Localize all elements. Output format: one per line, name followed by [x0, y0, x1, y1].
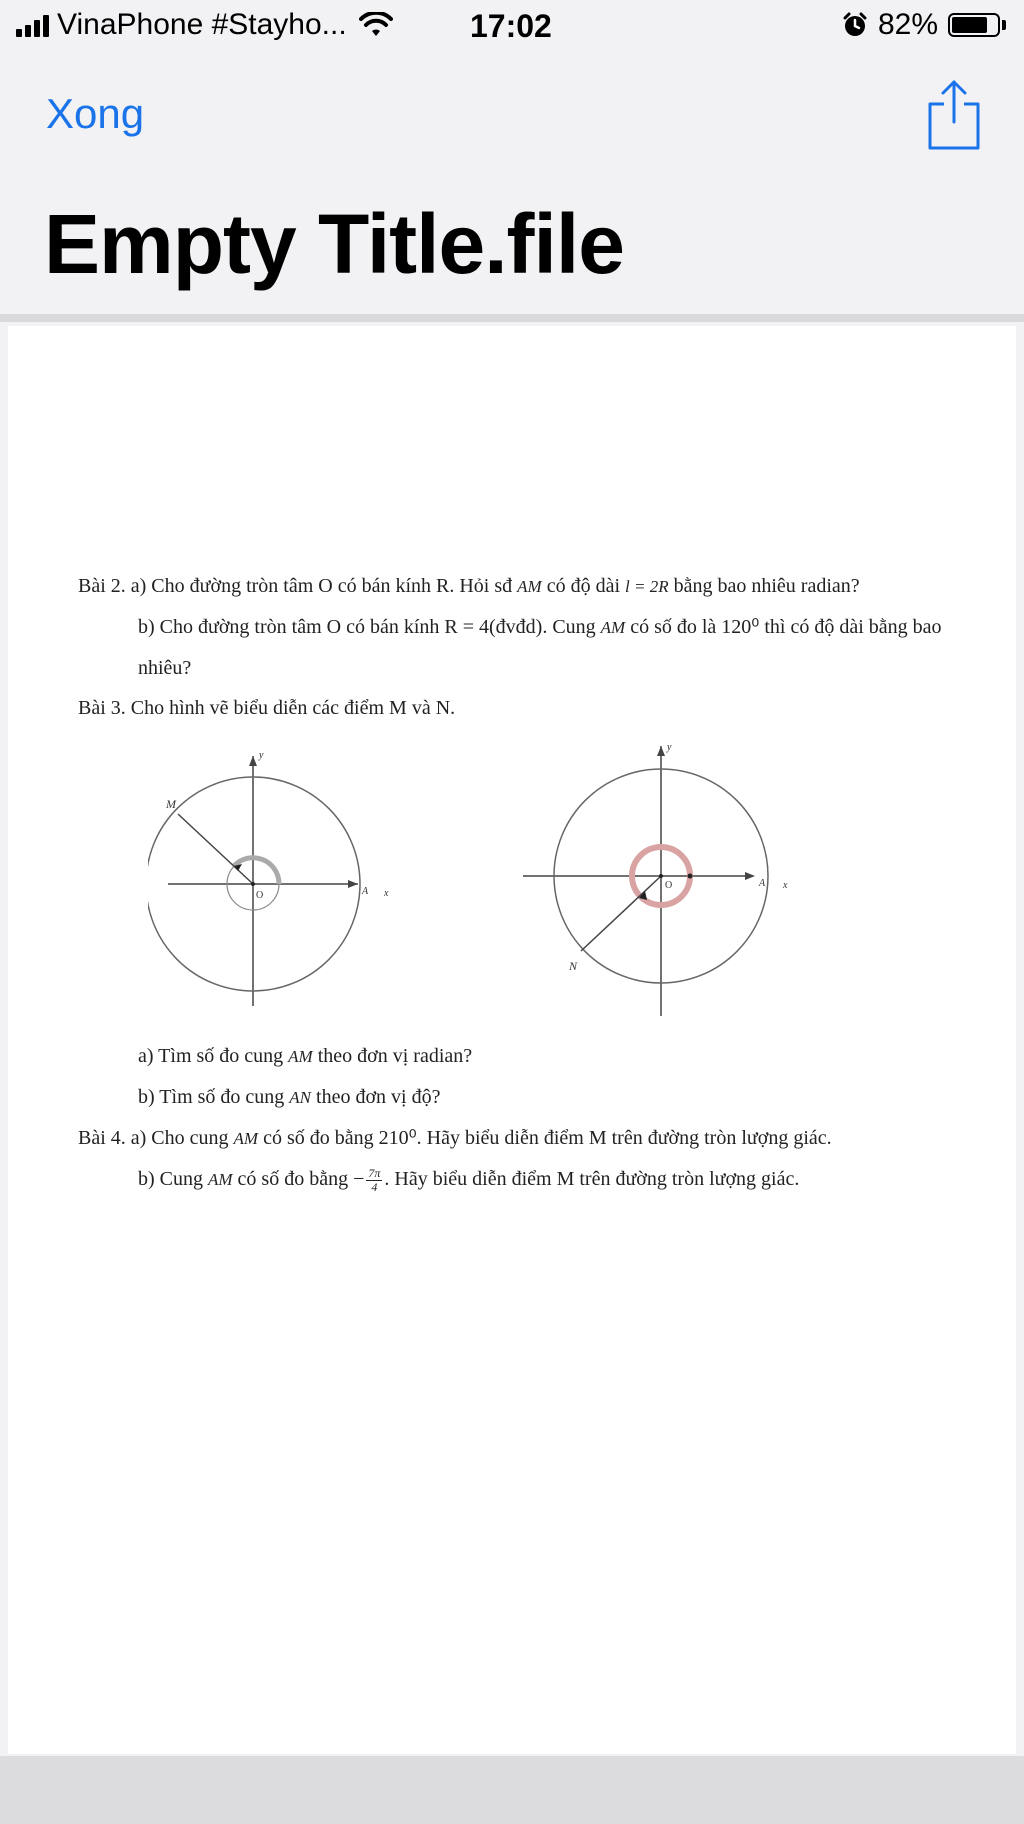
unit-circle-figure-n	[513, 736, 813, 1026]
text: theo đơn vị độ?	[316, 1086, 441, 1108]
arc-label: AN	[289, 1088, 312, 1107]
label-x: x	[783, 880, 788, 891]
header-divider	[0, 314, 1024, 322]
bai2a-paragraph	[78, 566, 958, 607]
label-m: M	[166, 797, 176, 811]
label-a: A	[362, 886, 369, 897]
arc-label: AM	[233, 1129, 259, 1148]
unit-circle-figures	[78, 736, 958, 1026]
arc-label: AM	[208, 1170, 233, 1189]
text: có số đo bằng	[263, 1127, 374, 1149]
label-n: N	[569, 959, 578, 973]
label-x: x	[384, 888, 389, 899]
bai3a-paragraph	[78, 1036, 958, 1077]
text: . Hãy biểu diễn điểm M trên đường tròn lượng giác.	[384, 1168, 800, 1190]
battery-level-fill	[952, 17, 987, 33]
document-page[interactable]	[8, 326, 1016, 1754]
formula: l = 2R	[625, 577, 669, 596]
label-o: O	[665, 880, 673, 891]
degree-value: 120⁰	[721, 616, 760, 638]
bai4a-paragraph	[78, 1118, 958, 1159]
status-bar-right	[842, 8, 1006, 42]
text: b) Tìm số đo cung	[138, 1086, 285, 1108]
text: thì có độ dài bằng bao nhiêu?	[138, 616, 942, 679]
bottom-toolbar	[0, 1756, 1024, 1824]
text: có độ dài	[546, 575, 621, 597]
text: . Hãy biểu diễn điểm M trên đường tròn lượng giác.	[416, 1127, 832, 1149]
status-time: 17:02	[470, 8, 552, 44]
unit-circle-figure-m	[148, 736, 408, 1026]
text: b) Cung	[138, 1168, 203, 1190]
page-title: Empty Title.file	[44, 197, 624, 291]
label-y: y	[259, 750, 264, 761]
battery-cap	[1002, 20, 1006, 30]
fraction-denominator: 4	[371, 1179, 378, 1194]
label-a: A	[759, 878, 766, 889]
wifi-icon	[359, 12, 393, 38]
fraction-numerator: 7π	[368, 1165, 381, 1180]
alarm-icon	[842, 12, 868, 38]
battery-icon	[948, 13, 1000, 37]
text: b) Cho đường tròn tâm O có bán kính R = 4(đvđd). Cung	[138, 616, 596, 638]
bai3b-paragraph	[78, 1077, 958, 1118]
status-bar	[0, 0, 1024, 58]
text: theo đơn vị radian?	[317, 1045, 473, 1067]
text: có số đo là	[630, 616, 717, 638]
text: bằng bao nhiêu radian?	[673, 575, 860, 597]
bai3-paragraph: Bài 3. Cho hình vẽ biểu diễn các điểm M và N.	[78, 697, 456, 719]
degree-value: 210⁰	[378, 1127, 417, 1149]
document-content	[78, 566, 958, 1200]
share-button[interactable]	[924, 76, 984, 156]
bai4b-paragraph	[78, 1159, 958, 1200]
share-icon	[924, 76, 984, 156]
text: a) Tìm số đo cung	[138, 1045, 284, 1067]
bai2b-paragraph	[78, 607, 958, 688]
text: có số đo bằng	[237, 1168, 349, 1190]
battery-percent: 82%	[877, 8, 938, 41]
status-bar-left	[16, 8, 393, 42]
label-y: y	[667, 742, 672, 753]
carrier-name: VinaPhone #Stayho...	[57, 8, 347, 41]
arc-label: AM	[517, 577, 542, 596]
label-o: O	[256, 890, 264, 901]
signal-bars-icon	[16, 13, 49, 37]
arc-label: AM	[600, 618, 626, 637]
fraction	[366, 1167, 382, 1194]
done-button[interactable]: Xong	[46, 90, 145, 137]
text: Bài 4. a) Cho cung	[78, 1127, 229, 1149]
arc-label: AM	[288, 1047, 313, 1066]
minus-sign: −	[353, 1168, 365, 1190]
text: Bài 2. a) Cho đường tròn tâm O có bán kính R. Hỏi sđ	[78, 575, 513, 597]
